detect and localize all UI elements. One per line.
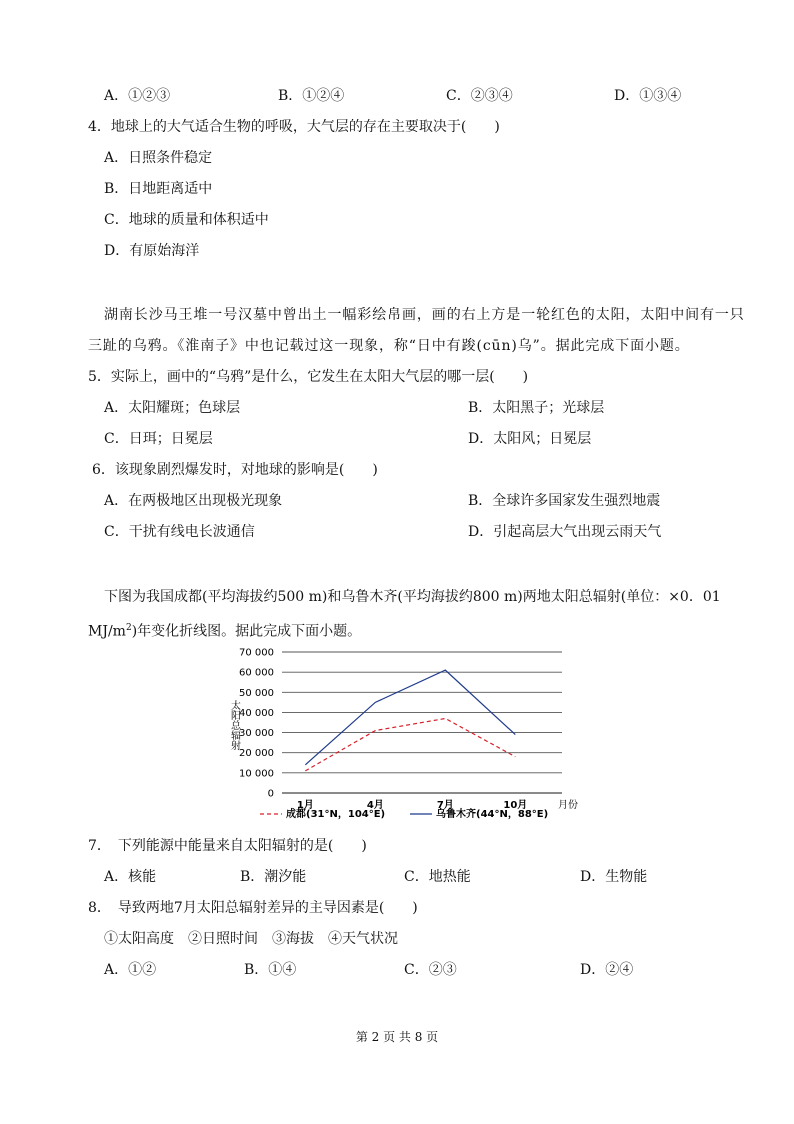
series-line-1 <box>305 670 515 765</box>
q8-option-a: A．①② <box>104 962 157 978</box>
q6-stem: 6．该现象剧烈爆发时，对地球的影响是( ) <box>92 462 378 478</box>
passage1-line1: 湖南长沙马王堆一号汉墓中曾出土一幅彩绘帛画，画的右上方是一轮红色的太阳，太阳中间有一只 <box>104 307 745 323</box>
x-tick-label: 1月 <box>296 800 314 811</box>
q4-option-c: C．地球的质量和体积适中 <box>104 212 269 228</box>
passage2-line1: 下图为我国成都(平均海拔约500 m)和乌鲁木齐(平均海拔约800 m)两地太阳总辐射(单位：×0．01 <box>104 589 721 605</box>
y-tick-label: 40 000 <box>239 707 274 719</box>
passage2-line2: $MJ/m^2$)年变化折线图。据此完成下面小题。 <box>88 623 362 640</box>
chart-legend <box>260 807 548 820</box>
y-tick-label: 30 000 <box>239 728 274 740</box>
q5-option-d: D．太阳风；日冕层 <box>468 431 592 447</box>
x-tick-label: 10月 <box>503 800 528 811</box>
q8-option-b: B．①④ <box>244 962 297 978</box>
q4-stem: 4．地球上的大气适合生物的呼吸，大气层的存在主要取决于( ) <box>88 119 500 135</box>
q3-option-d: D．①③④ <box>614 88 682 104</box>
y-tick-label: 10 000 <box>239 768 274 780</box>
q5-option-b: B．太阳黑子；光球层 <box>468 400 605 416</box>
q8-stem: 8． 导致两地7月太阳总辐射差异的主导因素是( ) <box>88 900 418 916</box>
q8-option-c: C．②③ <box>404 962 457 978</box>
solar-radiation-chart <box>220 640 620 830</box>
x-axis-label: 月份 <box>558 800 578 811</box>
q4-option-d: D．有原始海洋 <box>104 243 200 259</box>
x-tick-label: 4月 <box>366 800 384 811</box>
q8-items: ①太阳高度 ②日照时间 ③海拔 ④天气状况 <box>104 931 398 947</box>
q4-option-a: A．日照条件稳定 <box>104 150 213 166</box>
q7-stem: 7． 下列能源中能量来自太阳辐射的是( ) <box>88 838 367 854</box>
q6-option-c: C．干扰有线电长波通信 <box>104 524 255 540</box>
y-axis-label: 太阳总辐射 <box>228 700 240 750</box>
q5-option-c: C．日珥；日冕层 <box>104 431 213 447</box>
q3-option-a: A．①②③ <box>104 88 171 104</box>
q5-option-a: A．太阳耀斑；色球层 <box>104 400 241 416</box>
q3-option-c: C．②③④ <box>446 88 513 104</box>
q7-option-c: C．地热能 <box>404 869 471 885</box>
y-tick-label: 50 000 <box>239 687 274 699</box>
y-tick-label: 70 000 <box>239 647 274 659</box>
q7-option-d: D．生物能 <box>580 869 648 885</box>
y-tick-label: 20 000 <box>239 748 274 760</box>
q4-option-b: B．日地距离适中 <box>104 181 213 197</box>
page-footer: 第 2 页 共 8 页 <box>355 1030 439 1044</box>
q5-stem: 5．实际上，画中的“乌鸦”是什么，它发生在太阳大气层的哪一层( ) <box>88 369 529 385</box>
q8-option-d: D．②④ <box>580 962 634 978</box>
y-tick-label: 0 <box>267 788 274 800</box>
q3-option-b: B．①②④ <box>278 88 345 104</box>
q6-option-d: D．引起高层大气出现云雨天气 <box>468 524 662 540</box>
q6-option-b: B．全球许多国家发生强烈地震 <box>468 493 661 509</box>
series-line-0 <box>305 718 515 770</box>
passage1-line2: 三趾的乌鸦。《淮南子》中也记载过这一现象，称“日中有踆(cūn)乌”。据此完成下面小题。 <box>88 338 690 354</box>
legend-label-1: 乌鲁木齐(44°N，88°E) <box>436 809 549 820</box>
q7-option-a: A．核能 <box>104 869 157 885</box>
x-tick-label: 7月 <box>436 800 454 811</box>
y-tick-label: 60 000 <box>239 667 274 679</box>
q6-option-a: A．在两极地区出现极光现象 <box>104 493 283 509</box>
q7-option-b: B．潮汐能 <box>240 869 307 885</box>
legend-label-0: 成都(31°N，104°E) <box>286 809 386 820</box>
